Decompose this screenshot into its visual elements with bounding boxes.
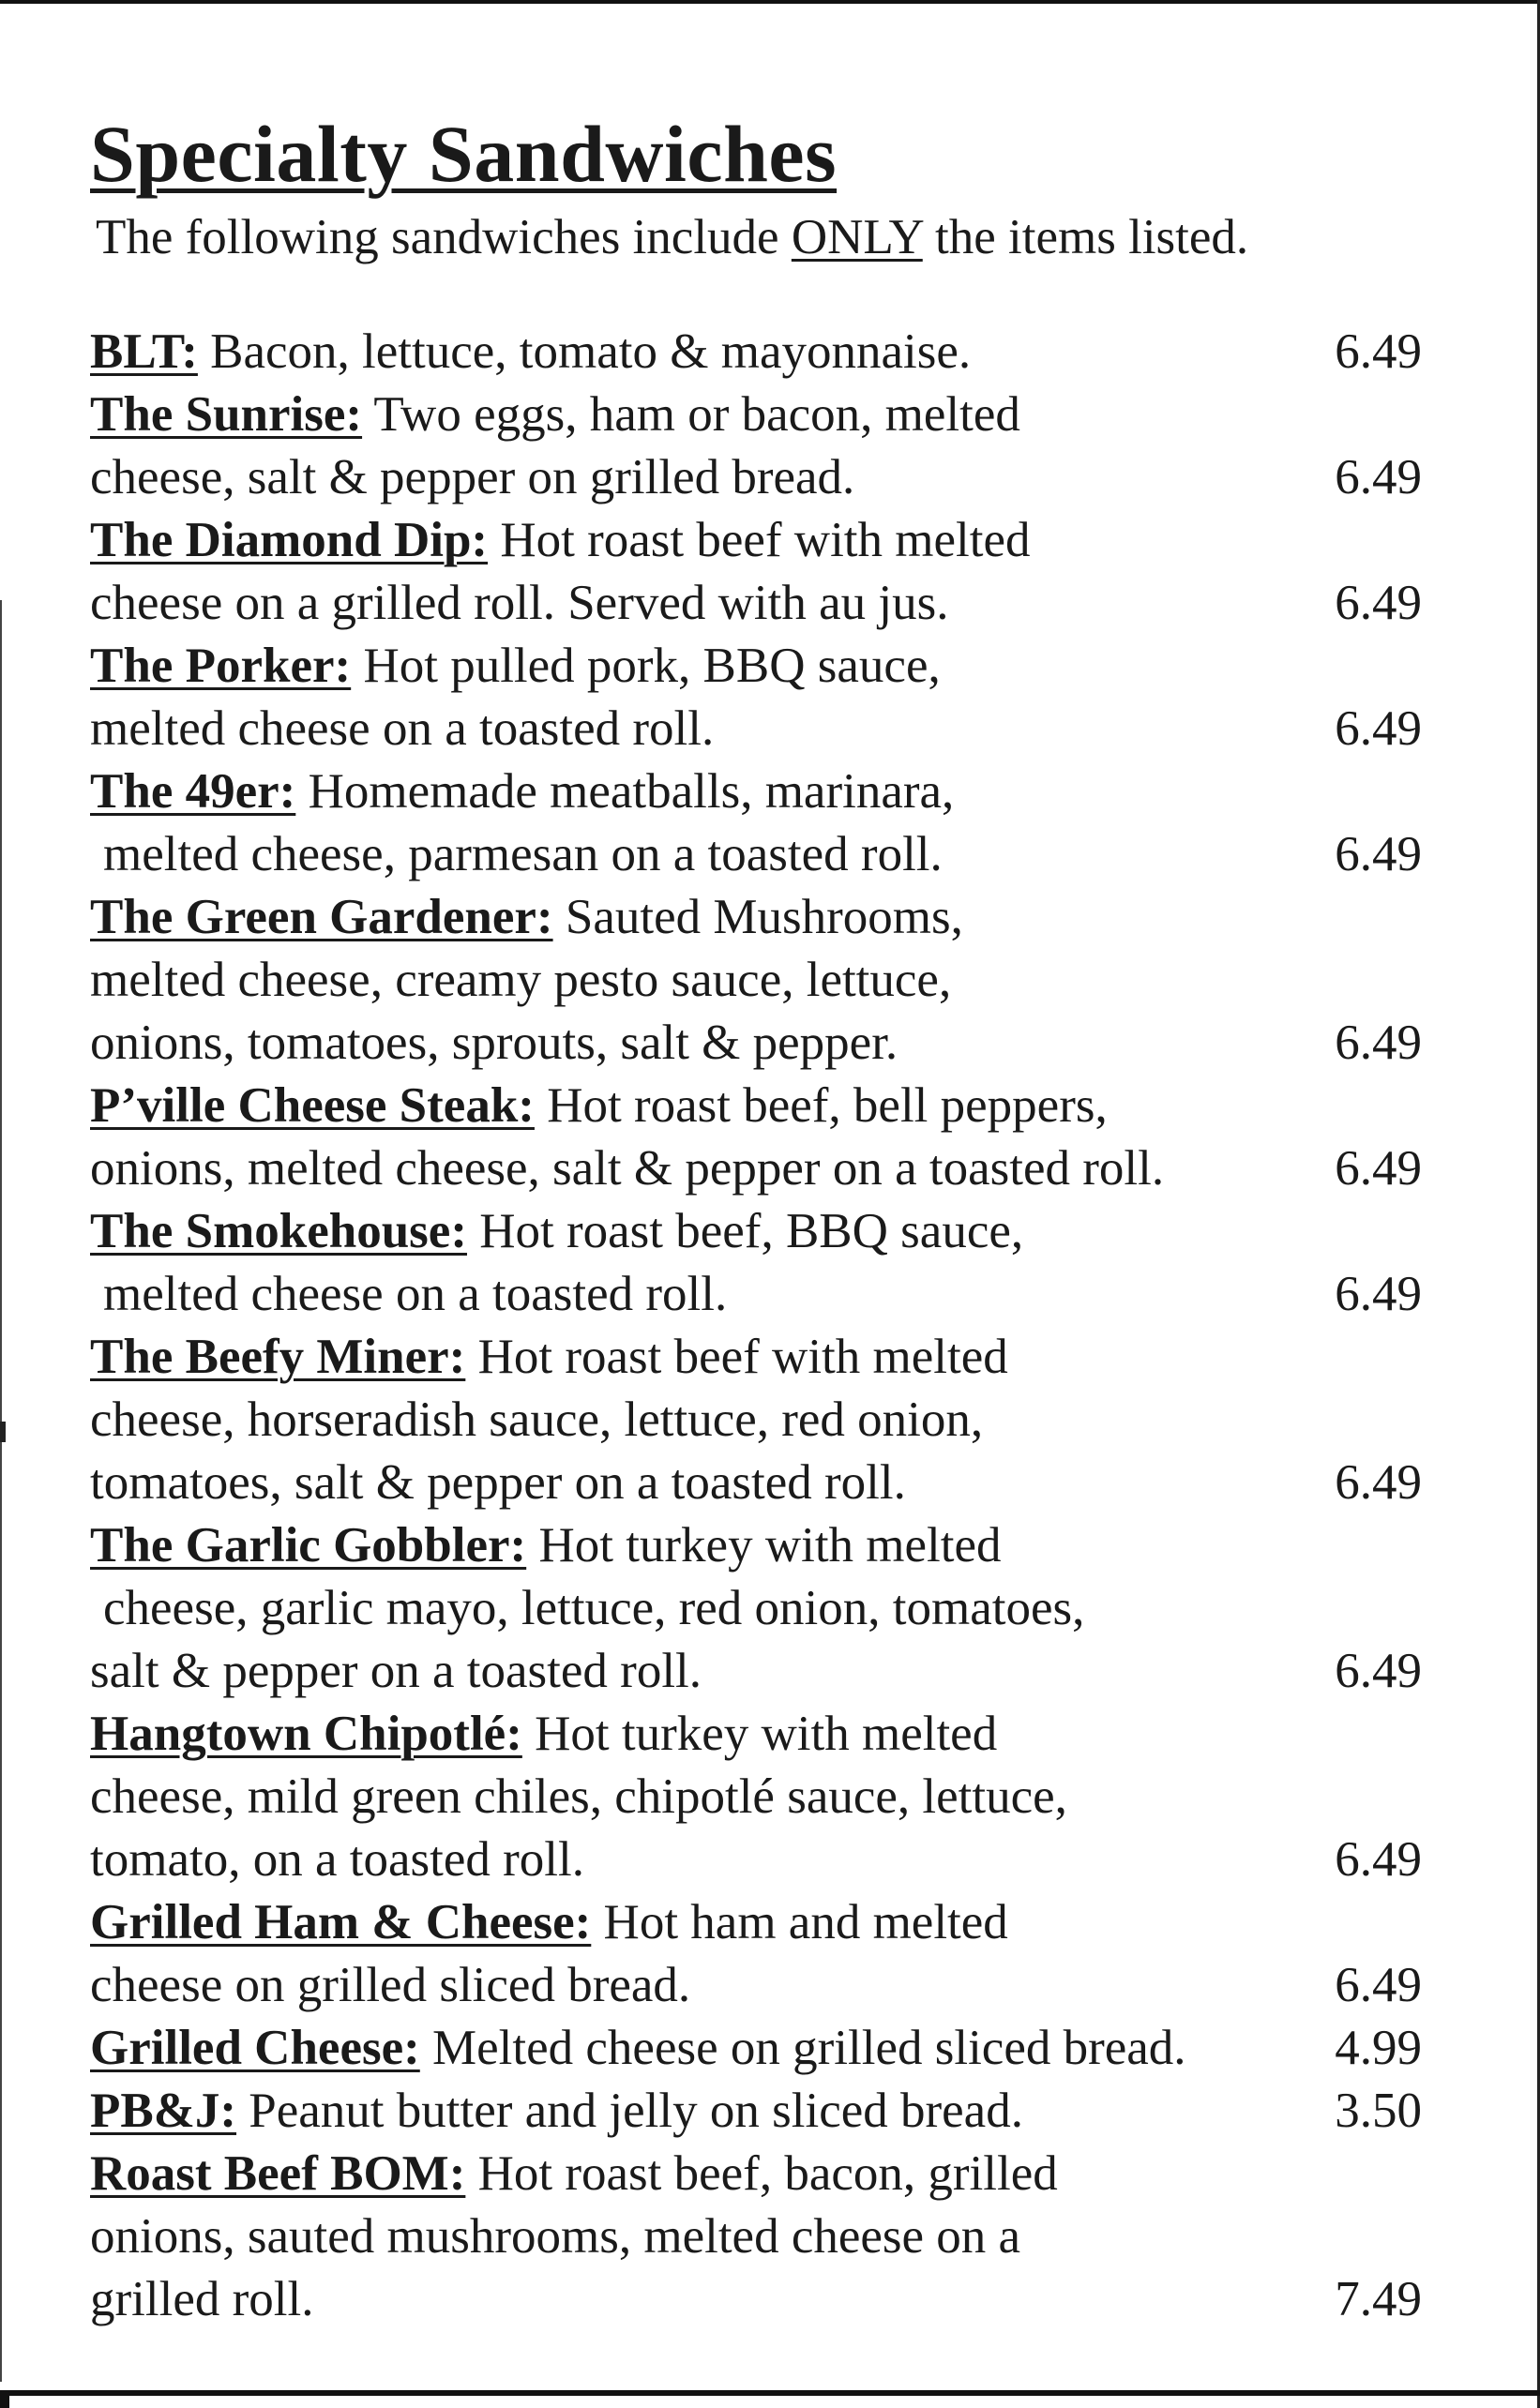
menu-item-line <box>90 1766 1422 1829</box>
menu-item <box>90 1514 1422 1703</box>
menu-item-price: 6.49 <box>1335 1455 1422 1510</box>
menu-item-price: 7.49 <box>1335 2272 1422 2326</box>
menu-item-line <box>90 1829 1422 1891</box>
menu-item-description: cheese, horseradish sauce, lettuce, red onion, <box>90 1392 984 1447</box>
menu-item-price: 6.49 <box>1335 1644 1422 1698</box>
menu-item-description: onions, sauted mushrooms, melted cheese on a <box>90 2209 1021 2264</box>
menu-item <box>90 321 1422 384</box>
menu-item-line <box>90 384 1422 446</box>
menu-item-description: grilled roll. <box>90 2272 314 2326</box>
scan-edge-top <box>0 0 1540 4</box>
menu-item-name: Roast Beef BOM: <box>90 2146 466 2201</box>
menu-item-line <box>90 1012 1422 1075</box>
menu-item-price: 6.49 <box>1335 1016 1422 1070</box>
menu-item <box>90 1326 1422 1514</box>
menu-item-description: salt & pepper on a toasted roll. <box>90 1644 702 1698</box>
scan-corner-mark <box>0 2390 9 2408</box>
menu-item-line <box>90 1137 1422 1200</box>
menu-item <box>90 2080 1422 2143</box>
menu-item <box>90 384 1422 509</box>
menu-item-description: Hot roast beef with melted <box>488 513 1031 567</box>
menu-item-description: cheese, mild green chiles, chipotlé sauce, lettuce, <box>90 1769 1067 1824</box>
menu-item <box>90 2017 1422 2080</box>
menu-item-line <box>90 1075 1422 1137</box>
menu-item-price: 3.50 <box>1335 2084 1422 2138</box>
menu-item-description: cheese, garlic mayo, lettuce, red onion, tomatoes, <box>103 1581 1085 1635</box>
menu-item-line <box>90 1200 1422 1263</box>
subtitle-emphasis: ONLY <box>791 210 923 264</box>
menu-item <box>90 1891 1422 2017</box>
menu-item-line <box>90 2080 1422 2143</box>
menu-item-line <box>90 2143 1422 2205</box>
menu-item-name: The Smokehouse: <box>90 1204 467 1258</box>
menu-item-name: The Green Gardener: <box>90 890 553 944</box>
subtitle-text: The following sandwiches include <box>96 210 792 264</box>
menu-item-description: tomatoes, salt & pepper on a toasted roll. <box>90 1455 906 1510</box>
menu-item-name: Grilled Ham & Cheese: <box>90 1895 592 1949</box>
menu-item-price: 6.49 <box>1335 1958 1422 2012</box>
menu-item-line <box>90 321 1422 384</box>
menu-item-description: Hot roast beef, BBQ sauce, <box>466 1204 1024 1258</box>
menu-item-line <box>90 1452 1422 1514</box>
page-subtitle <box>96 206 1422 268</box>
menu-item <box>90 1703 1422 1891</box>
scan-mark <box>0 1422 6 1442</box>
menu-item <box>90 760 1422 886</box>
menu-item-name: The Garlic Gobbler: <box>90 1518 527 1573</box>
menu-item-description: Hot roast beef, bacon, grilled <box>465 2146 1058 2201</box>
menu-item-description: Two eggs, ham or bacon, melted <box>362 387 1020 442</box>
menu-item-line <box>90 1577 1422 1640</box>
menu-item-price: 6.49 <box>1335 576 1422 630</box>
menu-item-description: Peanut butter and jelly on sliced bread. <box>236 2084 1023 2138</box>
menu-item-line <box>90 2205 1422 2268</box>
menu-item-description: melted cheese, creamy pesto sauce, lettuce, <box>90 953 952 1007</box>
menu-item-description: cheese on grilled sliced bread. <box>90 1958 691 2012</box>
menu-item-line <box>90 823 1422 886</box>
menu-item-description: melted cheese, parmesan on a toasted roll. <box>103 827 943 881</box>
menu-item-price: 6.49 <box>1335 1832 1422 1887</box>
menu-item-description: onions, melted cheese, salt & pepper on a toasted roll. <box>90 1141 1165 1196</box>
menu-item-description: Hot pulled pork, BBQ sauce, <box>351 639 941 693</box>
subtitle-text-end: the items listed. <box>922 210 1249 264</box>
menu-item-line <box>90 2017 1422 2080</box>
menu-item-price: 6.49 <box>1335 701 1422 756</box>
menu-item-line <box>90 1640 1422 1703</box>
menu-item <box>90 886 1422 1075</box>
menu-item-description: Bacon, lettuce, tomato & mayonnaise. <box>197 324 972 379</box>
menu-item-description: Homemade meatballs, marinara, <box>295 764 955 819</box>
menu-item-description: cheese, salt & pepper on grilled bread. <box>90 450 855 504</box>
menu-item <box>90 1200 1422 1326</box>
page-title: Specialty Sandwiches <box>90 109 838 199</box>
menu-item-line <box>90 1703 1422 1766</box>
menu-item-price: 6.49 <box>1335 450 1422 504</box>
menu-item-description: melted cheese on a toasted roll. <box>90 701 715 756</box>
menu-item-description: Hot roast beef with melted <box>465 1330 1008 1384</box>
menu-item-line <box>90 1389 1422 1452</box>
menu-item-line <box>90 949 1422 1012</box>
menu-item-name: The Sunrise: <box>90 387 363 442</box>
menu-item-description: Hot ham and melted <box>591 1895 1008 1949</box>
menu-item-line <box>90 1514 1422 1577</box>
menu-item-line <box>90 509 1422 572</box>
scan-edge-left <box>0 600 2 2382</box>
menu-item <box>90 2143 1422 2331</box>
menu-item-name: PB&J: <box>90 2084 237 2138</box>
menu-item-line <box>90 886 1422 949</box>
menu-item-line <box>90 446 1422 509</box>
menu-item-name: The Diamond Dip: <box>90 513 489 567</box>
menu-item-price: 6.49 <box>1335 324 1422 379</box>
menu-item-description: Hot turkey with melted <box>521 1707 998 1761</box>
menu-item-line <box>90 2268 1422 2331</box>
menu-item-description: Sauted Mushrooms, <box>552 890 963 944</box>
menu-item-name: Grilled Cheese: <box>90 2021 420 2075</box>
menu-item-price: 6.49 <box>1335 1141 1422 1196</box>
menu-item-name: BLT: <box>90 324 198 379</box>
menu-item-description: melted cheese on a toasted roll. <box>103 1267 728 1321</box>
menu-item-name: The Porker: <box>90 639 352 693</box>
menu-item-description: cheese on a grilled roll. Served with au jus. <box>90 576 949 630</box>
menu-item-name: P’ville Cheese Steak: <box>90 1078 535 1133</box>
menu-item-line <box>90 1891 1422 1954</box>
menu-item-name: Hangtown Chipotlé: <box>90 1707 522 1761</box>
menu-item-line <box>90 760 1422 823</box>
menu-page <box>90 105 1422 2331</box>
menu-item-line <box>90 1954 1422 2017</box>
menu-item-price: 6.49 <box>1335 1267 1422 1321</box>
menu-item <box>90 635 1422 760</box>
menu-item <box>90 1075 1422 1200</box>
menu-item <box>90 509 1422 635</box>
menu-item-description: tomato, on a toasted roll. <box>90 1832 584 1887</box>
menu-item-line <box>90 698 1422 760</box>
scan-edge-bottom <box>0 2390 1540 2396</box>
menu-item-description: onions, tomatoes, sprouts, salt & pepper. <box>90 1016 898 1070</box>
menu-item-name: The 49er: <box>90 764 296 819</box>
menu-item-line <box>90 635 1422 698</box>
menu-item-price: 6.49 <box>1335 827 1422 881</box>
menu-item-description: Hot roast beef, bell peppers, <box>534 1078 1108 1133</box>
menu-item-line <box>90 1263 1422 1326</box>
menu-item-price: 4.99 <box>1335 2021 1422 2075</box>
menu-item-name: The Beefy Miner: <box>90 1330 466 1384</box>
sandwich-list <box>90 321 1422 2331</box>
menu-item-line <box>90 572 1422 635</box>
menu-item-description: Melted cheese on grilled sliced bread. <box>419 2021 1186 2075</box>
menu-item-line <box>90 1326 1422 1389</box>
menu-item-description: Hot turkey with melted <box>526 1518 1002 1573</box>
